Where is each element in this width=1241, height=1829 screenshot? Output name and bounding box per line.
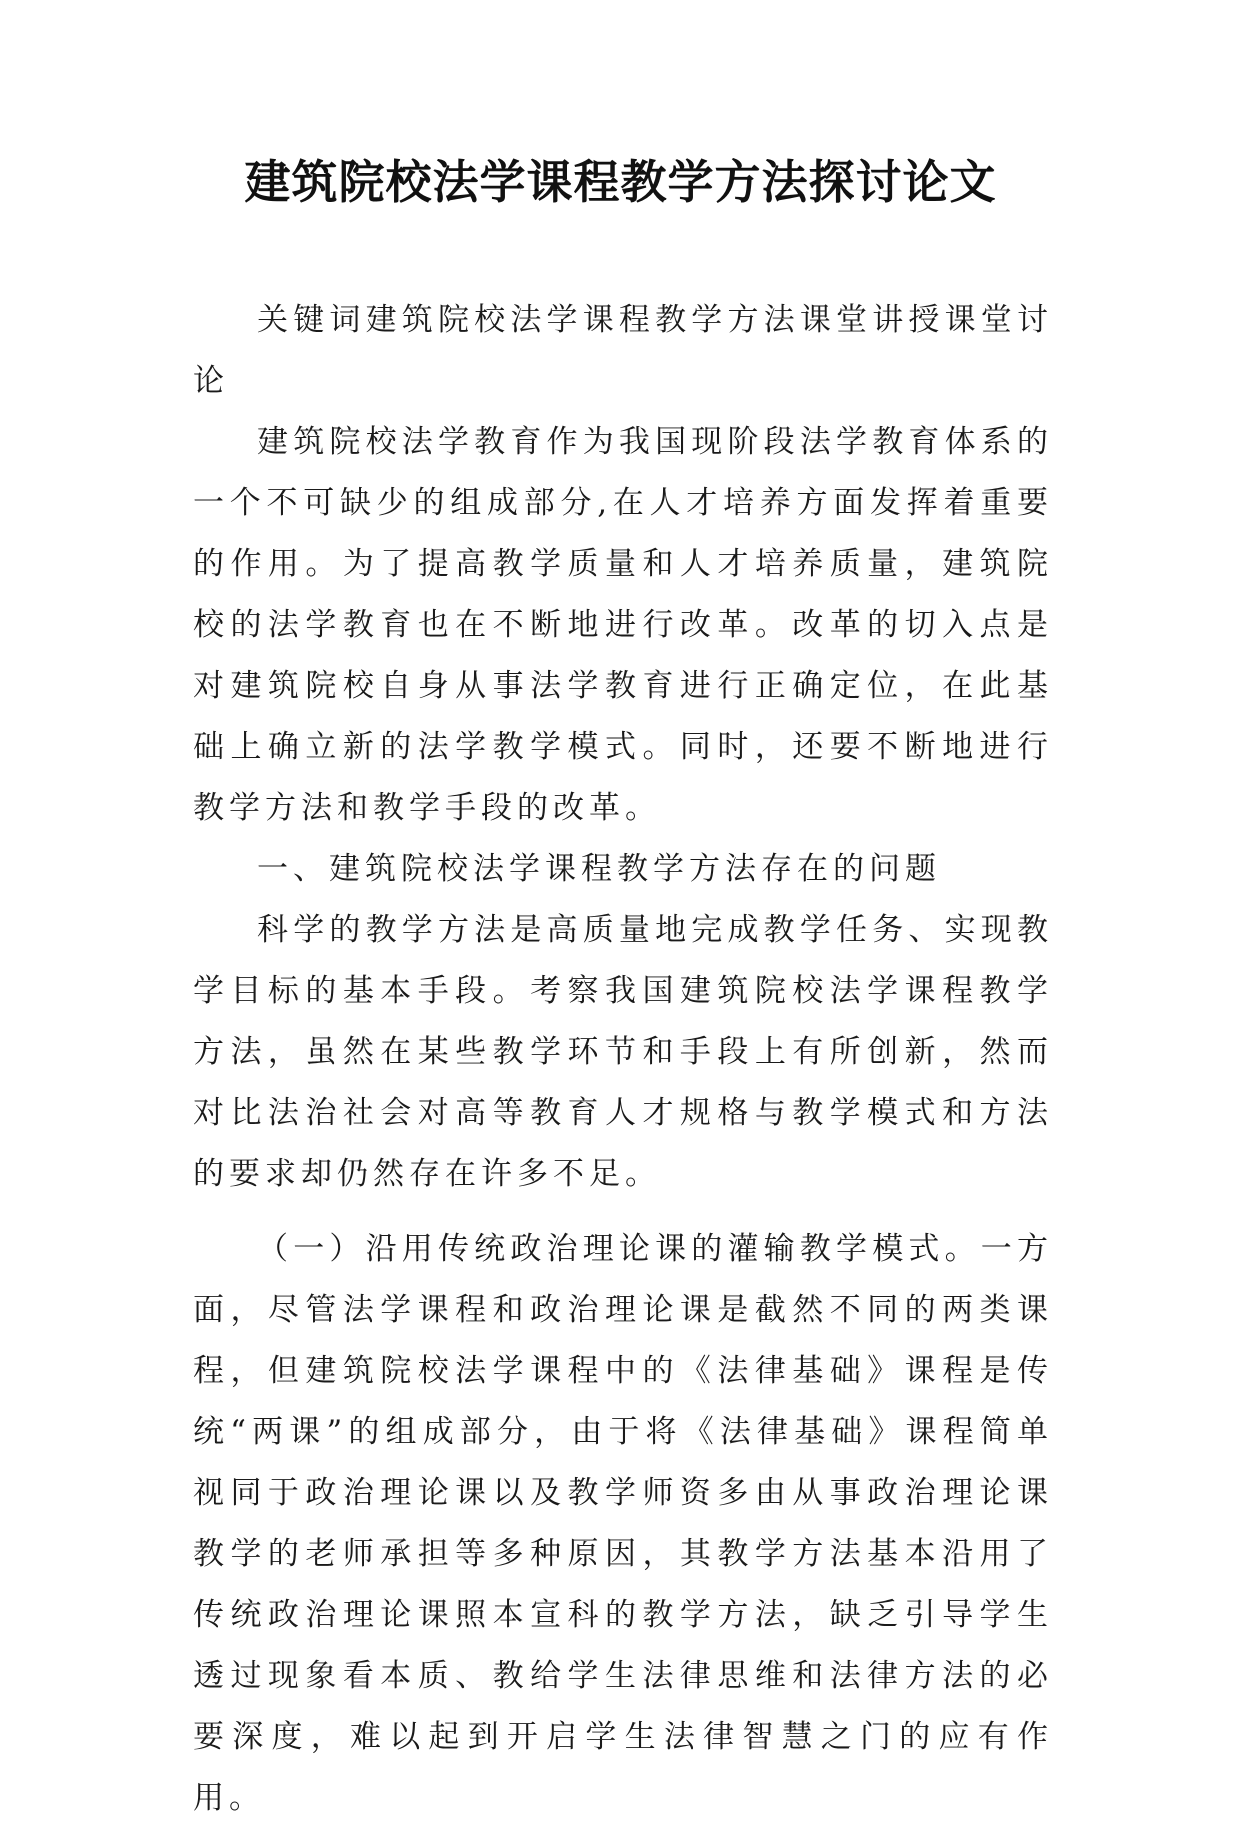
body-paragraph: 科学的教学方法是高质量地完成教学任务、实现教学目标的基本手段。考察我国建筑院校法学课程教学方法，虽然在某些教学环节和手段上有所创新，然而对比法治社会对高等教育人才规格与教学模式和方法的要求却仍然存在许多不足。 — [193, 912, 1053, 1192]
section-heading: 一、建筑院校法学课程教学方法存在的问题 — [257, 851, 941, 887]
body-paragraph: （一）沿用传统政治理论课的灌输教学模式。一方面，尽管法学课程和政治理论课是截然不同的两类课程，但建筑院校法学课程中的《法律基础》课程是传统“两课”的组成部分，由于将《法律基础》课程简单视同于政治理论课以及教学师资多由从事政治理论课教学的老师承担等多种原因，其教学方法基本沿用了传统政治理论课照本宣科的教学方法，缺乏引导学生透过现象看本质、教给学生法律思维和法律方法的必要深度，难以起到开启学生法律智慧之门的应有作用。 — [193, 1231, 1053, 1816]
document-title: 建筑院校法学课程教学方法探讨论文 — [244, 155, 997, 209]
keywords-paragraph: 关键词建筑院校法学课程教学方法课堂讲授课堂讨论 — [193, 302, 1053, 399]
document-body — [193, 290, 1053, 1829]
intro-paragraph: 建筑院校法学教育作为我国现阶段法学教育体系的一个不可缺少的组成部分,在人才培养方面发挥着重要的作用。为了提高教学质量和人才培养质量，建筑院校的法学教育也在不断地进行改革。改革的切入点是对建筑院校自身从事法学教育进行正确定位，在此基础上确立新的法学教学模式。同时，还要不断地进行教学方法和教学手段的改革。 — [193, 424, 1053, 826]
